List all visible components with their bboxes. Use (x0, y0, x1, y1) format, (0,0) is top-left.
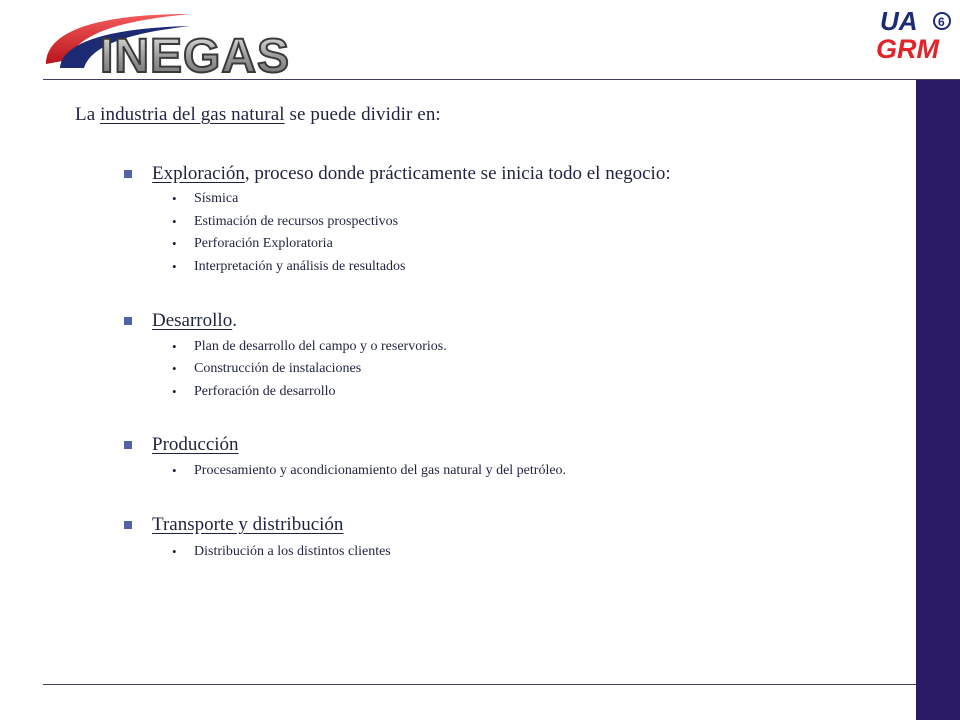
section-produccion-title (152, 434, 239, 456)
list-item: Plan de desarrollo del campo y o reservorios. (194, 339, 447, 354)
section-produccion-link[interactable]: Producción (152, 434, 239, 455)
uagrm-logo-top-text: UA (880, 6, 918, 36)
list-item: Estimación de recursos prospectivos (194, 214, 399, 229)
list-item: Procesamiento y acondicionamiento del gas natural y del petróleo. (194, 463, 567, 478)
list-item: Sísmica (194, 191, 239, 206)
uagrm-logo-bottom-text: GRM (876, 34, 939, 64)
square-bullet-icon (124, 521, 132, 529)
footer-divider (43, 684, 916, 685)
uagrm-logo (876, 6, 956, 64)
section-exploracion-title (152, 163, 671, 185)
square-bullet-icon (124, 317, 132, 325)
list-item: Perforación de desarrollo (194, 384, 336, 399)
bullet-icon: • (172, 544, 177, 559)
inegas-logo-text: INEGAS (100, 30, 291, 80)
right-side-band (916, 80, 960, 720)
list-item: Perforación Exploratoria (194, 236, 333, 251)
section-desarrollo-link[interactable]: Desarrollo (152, 310, 233, 331)
square-bullet-icon (124, 170, 132, 178)
bullet-icon: • (172, 214, 177, 229)
intro-line (75, 104, 441, 126)
section-transporte-title (152, 514, 343, 536)
inegas-logo (40, 8, 310, 80)
section-desarrollo-title (152, 310, 237, 332)
section-exploracion-rest: , proceso donde prácticamente se inicia todo el negocio: (244, 163, 671, 184)
intro-link[interactable]: industria del gas natural (100, 104, 285, 125)
bullet-icon: • (172, 191, 177, 206)
intro-prefix: La (75, 104, 101, 125)
uagrm-logo-badge: 6 (938, 15, 945, 29)
bullet-icon: • (172, 339, 177, 354)
section-desarrollo-rest: . (232, 310, 237, 331)
list-item: Distribución a los distintos clientes (194, 544, 391, 559)
bullet-icon: • (172, 361, 177, 376)
bullet-icon: • (172, 384, 177, 399)
list-item: Interpretación y análisis de resultados (194, 259, 406, 274)
section-exploracion-link[interactable]: Exploración (152, 163, 245, 184)
section-transporte-link[interactable]: Transporte y distribución (152, 514, 344, 535)
bullet-icon: • (172, 463, 177, 478)
bullet-icon: • (172, 236, 177, 251)
list-item: Construcción de instalaciones (194, 361, 362, 376)
square-bullet-icon (124, 441, 132, 449)
intro-suffix: se puede dividir en: (284, 104, 441, 125)
bullet-icon: • (172, 259, 177, 274)
